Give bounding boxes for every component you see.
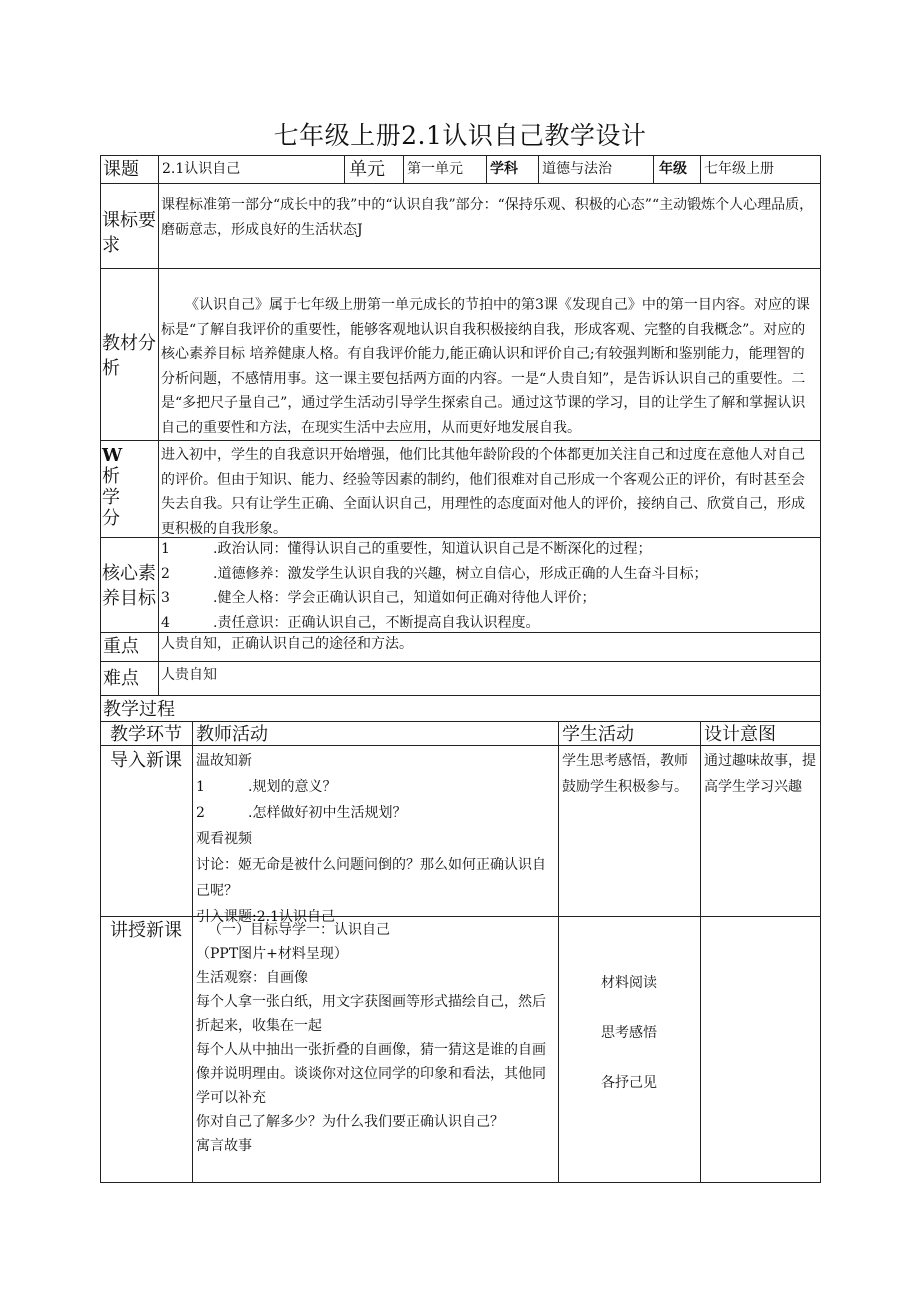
col-stage-header: 教学环节 [110, 724, 182, 745]
subject-value: 道德与法治 [542, 161, 612, 177]
teacher-intro: 温故知新 1 .规划的意义？ 2 .怎样做好初中生活规划？ 观看视频 讨论：姬无命是被什么问题问倒的？那么如何正确认识自己呢？ 引入课题:2.1认识自己 [196, 753, 546, 925]
topic-label: 课题 [103, 159, 139, 180]
col-teacher-header: 教师活动 [196, 724, 268, 745]
student-analysis-label: W 析 学 分 [102, 445, 123, 529]
stage-teaching: 讲授新课 [110, 920, 182, 941]
student-analysis-text: 进入初中，学生的自我意识开始增强，他们比其他年龄阶段的个体都更加关注自己和过度在意他人对自己的评价。但由于知识、能力、经验等因素的制约，他们很难对自己形成一个客观公正的评价，有时甚至会失去自我。只有让学生正确、全面认识自己，用理性的态度面对他人的评价，接纳自己、欣赏自己，形成更积极的自我形象。 [161, 447, 805, 537]
student-teaching-3: 各抒己见 [601, 1075, 657, 1091]
col-student-header: 学生活动 [562, 724, 634, 745]
key-point-text: 人贵自知，正确认识自己的途径和方法。 [161, 636, 413, 652]
curriculum-text: 课程标准第一部分“成长中的我”中的“认识自我”部分：“保持乐观、积极的心态”“主动锻炼个人心理品质，磨砺意志，形成良好的生活状态J [161, 197, 814, 238]
grade-label: 年级 [659, 161, 687, 177]
grade-value: 七年级上册 [704, 161, 774, 177]
unit-value: 第一单元 [407, 161, 463, 177]
goal-item: 1 .政治认同：懂得认识自己的重要性，知道认识自己是不断深化的过程； [161, 541, 652, 557]
subject-label: 学科 [490, 161, 518, 177]
teacher-teaching: （一）目标导学一：认识自己 （PPT图片+材料呈现） 生活观察：自画像 每个人拿一张白纸，用文字获图画等形式描绘自己，然后折起来，收集在一起 每个人从中抽出一张折叠的自画像，猜一猜这是谁的自画像并说明理由。谈谈你对这位同学的印象和看法，其他同学可以补充 你对自己了解多少？为什么我们要正确认识自己？ 寓言故事 [196, 922, 546, 1154]
intent-intro: 通过趣味故事，提高学生学习兴趣 [704, 753, 816, 795]
unit-label: 单元 [349, 159, 385, 180]
student-intro: 学生思考感悟，教师鼓励学生积极参与。 [562, 753, 688, 795]
stage-intro: 导入新课 [110, 750, 182, 771]
material-label: 教材分 析 [102, 333, 156, 379]
difficulty-label: 难点 [103, 668, 139, 689]
goal-item: 2 .道德修养：激发学生认识自我的兴趣，树立自信心，形成正确的人生奋斗目标； [161, 565, 708, 582]
curriculum-label: 课标要 求 [102, 210, 156, 256]
document-title: 七年级上册2.1认识自己教学设计 [273, 121, 647, 150]
student-teaching-2: 思考感悟 [601, 1025, 657, 1041]
col-intent-header: 设计意图 [704, 724, 776, 745]
difficulty-text: 人贵自知 [161, 667, 217, 683]
topic-value: 2.1认识自己 [162, 161, 241, 177]
goals-label: 核心素 养目标 [102, 563, 156, 609]
goal-item: 3 .健全人格：学会正确认识自己，知道如何正确对待他人评价； [161, 590, 596, 606]
material-text: 《认识自己》属于七年级上册第一单元成长的节拍中的第3课《发现自己》中的第一目内容。对应的课标是“了解自我评价的重要性，能够客观地认识自我积极接纳自我，形成客观、完整的自我概念”。对应的核心素养目标 培养健康人格。有自我评价能力,能正确认识和评价自己;有较强判断和鉴别能力，能理智的分析问题，不感情用事。这一课主要包括两方面的内容。一是“人贵自知”，是告诉认识自己的重要性。二是“多把尺子量自己”，通过学生活动引导学生探索自己。通过这节课的学习，目的让学生了解和掌握认识自己的重要性和方法，在现实生活中去应用，从而更好地发展自我。 [161, 297, 810, 436]
goal-item: 4 .责任意识：正确认识自己，不断提高自我认识程度。 [161, 614, 540, 631]
goals-list [161, 537, 817, 635]
key-point-label: 重点 [103, 636, 139, 657]
process-title: 教学过程 [103, 699, 175, 720]
student-teaching-1: 材料阅读 [601, 975, 657, 991]
